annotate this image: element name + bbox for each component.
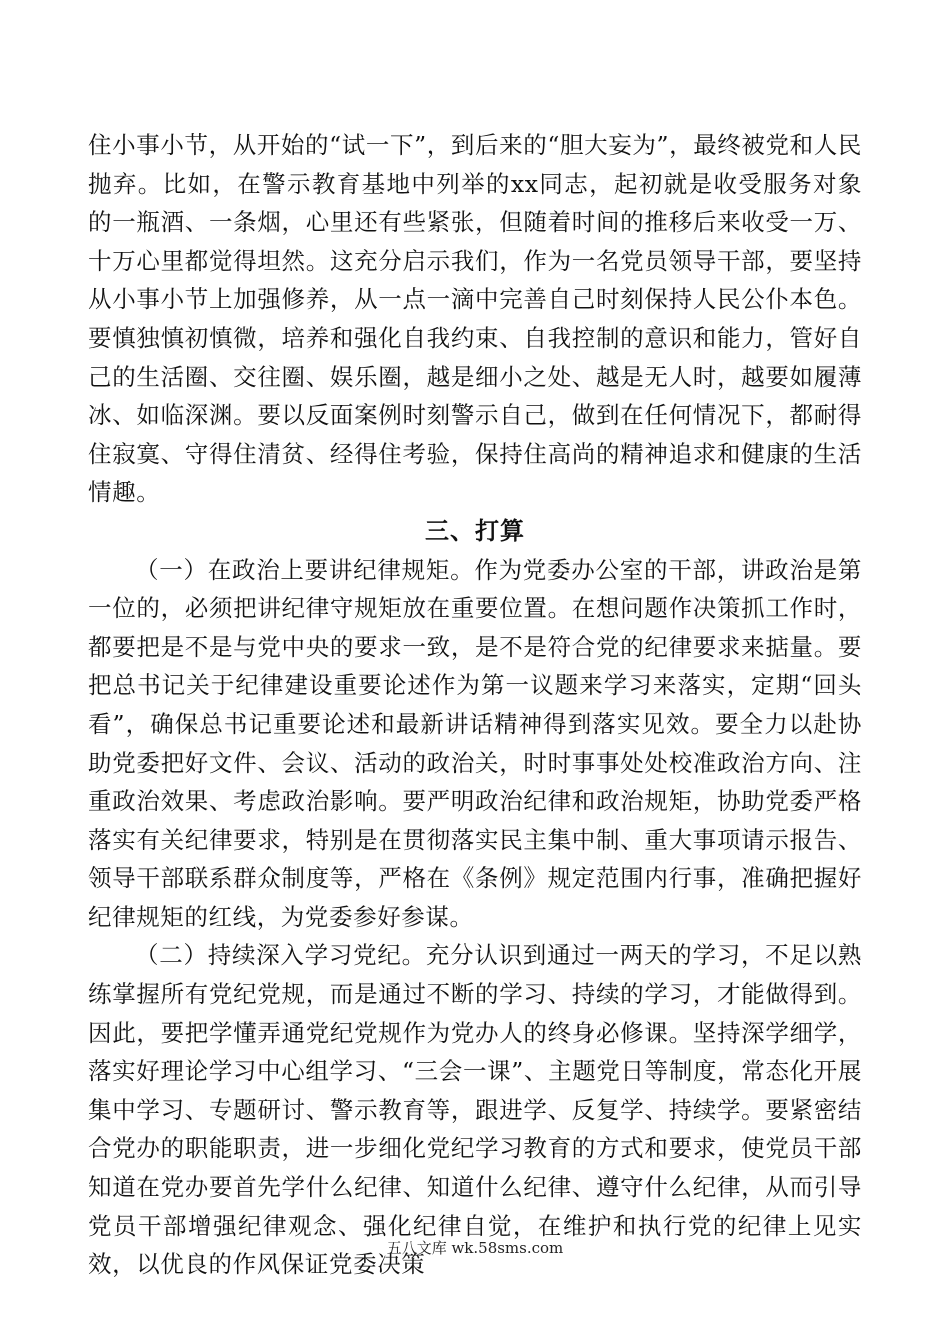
paragraph-continued: 住小事小节，从开始的“试一下”，到后来的“胆大妄为”，最终被党和人民抛弃。比如，在警示教育基地中列举的xx同志，起初就是收受服务对象的一瓶酒、一条烟，心里还有些紧张，但随着时间的推移后来收受一万、十万心里都觉得坦然。这充分启示我们，作为一名党员领导干部，要坚持从小事小节上加强修养，从一点一滴中完善自己时刻保持人民公仆本色。要慎独慎初慎微，培养和强化自我约束、自我控制的意识和能力，管好自己的生活圈、交往圈、娱乐圈，越是细小之处、越是无人时，越要如履薄冰、如临深渊。要以反面案例时刻警示自己，做到在任何情况下，都耐得住寂寞、守得住清贫、经得住考验，保持住高尚的精神追求和健康的生活情趣。	[88, 131, 862, 507]
paragraph-political-discipline: （一）在政治上要讲纪律规矩。作为党委办公室的干部，讲政治是第一位的，必须把讲纪律守规矩放在重要位置。在想问题作决策抓工作时，都要把是不是与党中央的要求一致，是不是符合党的纪律要求来掂量。要把总书记关于纪律建设重要论述作为第一议题来学习来落实，定期“回头看”，确保总书记重要论述和最新讲话精神得到落实见效。要全力以赴协助党委把好文件、会议、活动的政治关，时时事事处处校准政治方向、注重政治效果、考虑政治影响。要严明政治纪律和政治规矩，协助党委严格落实有关纪律要求，特别是在贯彻落实民主集中制、重大事项请示报告、领导干部联系群众制度等，严格在《条例》规定范围内行事，准确把握好纪律规矩的红线，为党委参好参谋。	[88, 555, 862, 931]
document-body	[88, 126, 862, 1284]
section-heading: 三、打算	[425, 515, 525, 545]
footer-watermark: 五八文库 wk.58sms.com	[386, 1239, 564, 1257]
paragraph-study-discipline: （二）持续深入学习党纪。充分认识到通过一两天的学习，不足以熟练掌握所有党纪党规，而是通过不断的学习、持续的学习，才能做得到。因此，要把学懂弄通党纪党规作为党办人的终身必修课。坚持深学细学，落实好理论学习中心组学习、“三会一课”、主题党日等制度，常态化开展集中学习、专题研讨、警示教育等，跟进学、反复学、持续学。要紧密结合党办的职能职责，进一步细化党纪学习教育的方式和要求，使党员干部知道在党办要首先学什么纪律、知道什么纪律、遵守什么纪律，从而引导党员干部增强纪律观念、强化纪律自觉，在维护和执行党的纪律上见实效，以优良的作风保证党委决策	[88, 941, 862, 1279]
